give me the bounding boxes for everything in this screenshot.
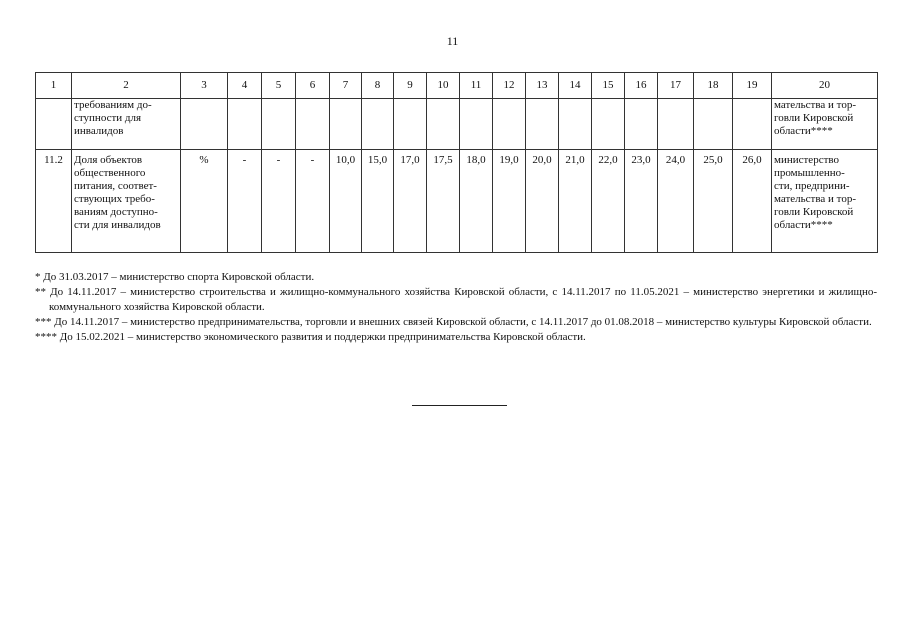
page-number: 11 — [446, 34, 459, 48]
value-cell-col-15: 22,0 — [592, 150, 625, 253]
continuation-responsible-cell — [772, 99, 878, 150]
value-cell-col-19: 26,0 — [733, 150, 772, 253]
header-cell-19: 19 — [733, 73, 772, 99]
value-cell-col-6: - — [296, 150, 330, 253]
footnote-2: ** До 14.11.2017 – министерство строительства и жилищно-коммунального хозяйства Кировской области, с 14.11.2017 по 11.05.2021 – министерство энергетики и жилищно-коммунального хозяйства Кировской области. — [35, 286, 877, 313]
closing-rule — [412, 405, 507, 406]
continuation-name-cell — [72, 99, 181, 150]
value-cell-col-8: 15,0 — [362, 150, 394, 253]
header-cell-18: 18 — [694, 73, 733, 99]
indicator-table — [35, 72, 878, 253]
header-cell-4: 4 — [228, 73, 262, 99]
header-cell-16: 16 — [625, 73, 658, 99]
row-responsible-cell — [772, 150, 878, 253]
header-cell-12: 12 — [493, 73, 526, 99]
header-cell-10: 10 — [427, 73, 460, 99]
value-cell-col-17: 24,0 — [658, 150, 694, 253]
header-cell-2: 2 — [72, 73, 181, 99]
value-cell-col-11: 18,0 — [460, 150, 493, 253]
header-cell-9: 9 — [394, 73, 427, 99]
row-name-cell — [72, 150, 181, 253]
row-responsible: министерство промышленно- сти, предприни- мательства и тор- говли Кировской области**** — [774, 154, 857, 231]
row-name: Доля объектов общественного питания, соответ- ствующих требо- ваниям доступно- сти для инвалидов — [74, 154, 161, 231]
value-cell-col-16: 23,0 — [625, 150, 658, 253]
header-cell-11: 11 — [460, 73, 493, 99]
header-cell-20: 20 — [772, 73, 878, 99]
continuation-row — [36, 99, 878, 150]
header-cell-6: 6 — [296, 73, 330, 99]
row-unit: % — [181, 150, 228, 253]
value-cell-col-12: 19,0 — [493, 150, 526, 253]
value-cell-col-9: 17,0 — [394, 150, 427, 253]
value-cell-col-10: 17,5 — [427, 150, 460, 253]
header-cell-1: 1 — [36, 73, 72, 99]
header-cell-8: 8 — [362, 73, 394, 99]
value-cell-col-4: - — [228, 150, 262, 253]
footnote-3: *** До 14.11.2017 – министерство предпринимательства, торговли и внешних связей Кировской области, с 14.11.2017 до 01.08.2018 – министерство культуры Кировской области. — [35, 316, 872, 328]
header-cell-5: 5 — [262, 73, 296, 99]
header-row — [36, 73, 878, 99]
header-cell-3: 3 — [181, 73, 228, 99]
value-cell-col-14: 21,0 — [559, 150, 592, 253]
header-cell-14: 14 — [559, 73, 592, 99]
row-number: 11.2 — [36, 150, 72, 253]
value-cell-col-7: 10,0 — [330, 150, 362, 253]
header-cell-17: 17 — [658, 73, 694, 99]
header-cell-13: 13 — [526, 73, 559, 99]
value-cell-col-18: 25,0 — [694, 150, 733, 253]
footnote-1: * До 31.03.2017 – министерство спорта Кировской области. — [35, 271, 315, 283]
footnotes — [35, 270, 877, 345]
continuation-name: требованиям до- ступности для инвалидов — [74, 99, 152, 137]
value-cell-col-5: - — [262, 150, 296, 253]
indicator-row — [36, 150, 878, 253]
header-cell-15: 15 — [592, 73, 625, 99]
continuation-number-cell — [36, 99, 72, 150]
value-cell-col-13: 20,0 — [526, 150, 559, 253]
header-cell-7: 7 — [330, 73, 362, 99]
footnote-4: **** До 15.02.2021 – министерство экономического развития и поддержки предпринимательства Кировской области. — [35, 331, 586, 343]
continuation-responsible: мательства и тор- говли Кировской области**** — [774, 99, 857, 137]
